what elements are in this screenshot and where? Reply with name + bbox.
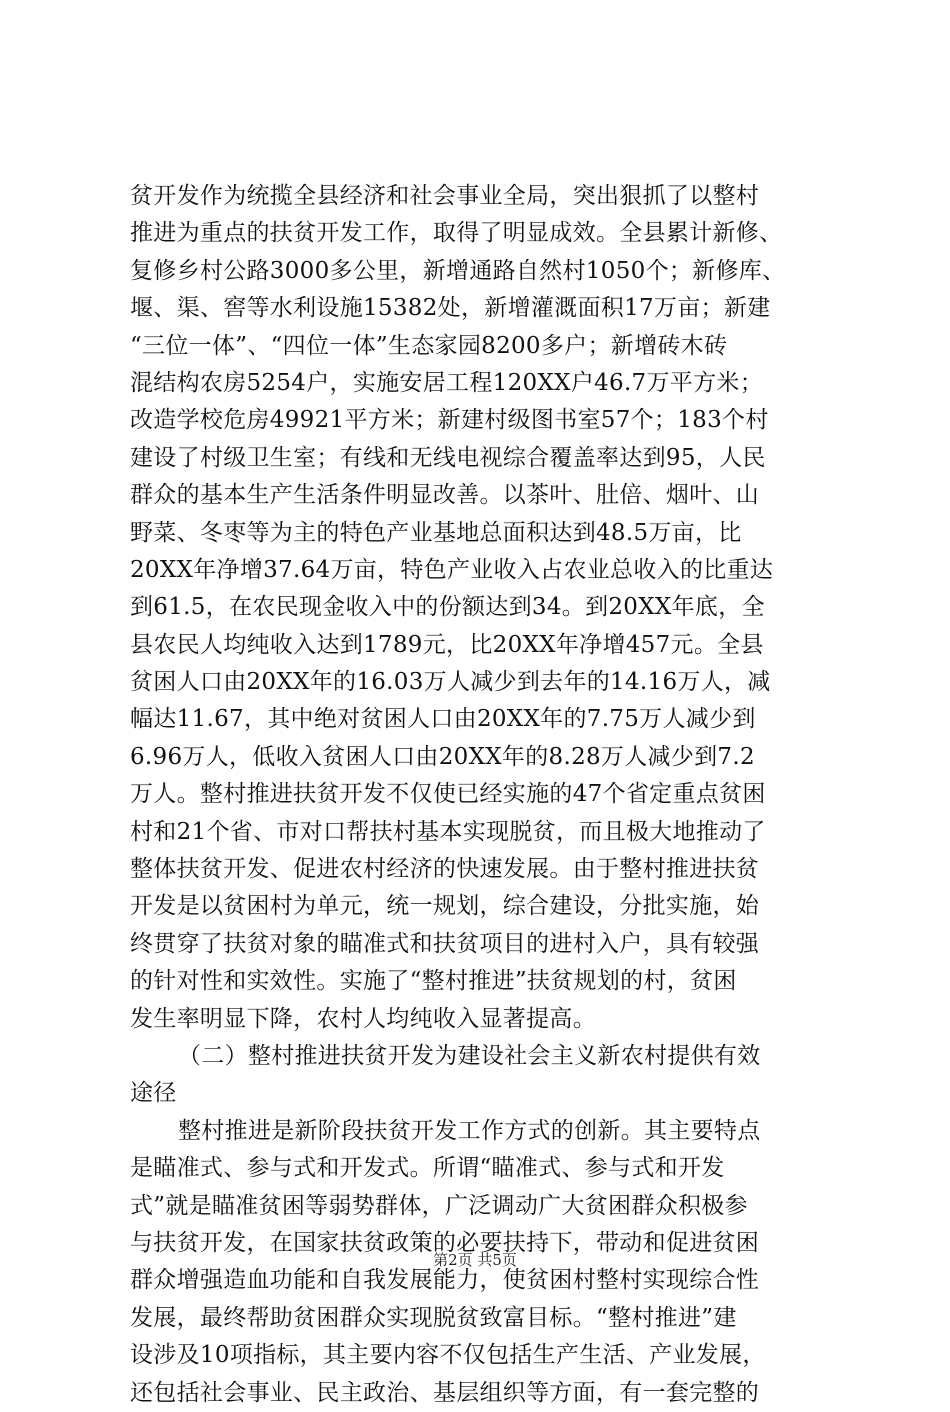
text-line: 终贯穿了扶贫对象的瞄准式和扶贫项目的进村入户，具有较强	[130, 930, 760, 957]
text-line: 复修乡村公路3000多公里，新增通路自然村1050个；新修库、	[130, 257, 786, 284]
text-line: 发生率明显下降，农村人均纯收入显著提高。	[130, 1005, 596, 1032]
text-line: 整村推进是新阶段扶贫开发工作方式的创新。其主要特点	[178, 1117, 761, 1144]
text-line: 推进为重点的扶贫开发工作，取得了明显成效。全县累计新修、	[130, 220, 783, 247]
text-line: 混结构农房5254户，实施安居工程120XX户46.7万平方米；	[130, 369, 763, 396]
text-line: 设涉及10项指标，其主要内容不仅包括生产生活、产业发展，	[130, 1342, 766, 1369]
text-line: 群众的基本生产生活条件明显改善。以茶叶、肚倍、烟叶、山	[130, 482, 760, 509]
text-line: 6.96万人，低收入贫困人口由20XX年的8.28万人减少到7.2	[130, 743, 755, 770]
text-line: 贫困人口由20XX年的16.03万人减少到去年的14.16万人，减	[130, 669, 771, 696]
text-line: 开发是以贫困村为单元，统一规划，综合建设，分批实施，始	[130, 893, 760, 920]
text-line: 20XX年净增37.64万亩，特色产业收入占农业总收入的比重达	[130, 556, 774, 583]
text-line: 与扶贫开发，在国家扶贫政策的必要扶持下，带动和促进贫困	[130, 1229, 760, 1256]
text-line: 是瞄准式、参与式和开发式。所谓“瞄准式、参与式和开发	[130, 1155, 725, 1182]
text-line: 式”就是瞄准贫困等弱势群体，广泛调动广大贫困群众积极参	[130, 1192, 748, 1219]
text-line: 群众增强造血功能和自我发展能力，使贫困村整村实现综合性	[130, 1267, 760, 1294]
text-line: 整体扶贫开发、促进农村经济的快速发展。由于整村推进扶贫	[130, 856, 760, 883]
text-line: 还包括社会事业、民主政治、基层组织等方面，有一套完整的	[130, 1379, 760, 1406]
section-heading: （二）整村推进扶贫开发为建设社会主义新农村提供有效	[178, 1042, 761, 1069]
text-line: 改造学校危房49921平方米；新建村级图书室57个；183个村	[130, 407, 769, 434]
body-text	[130, 178, 830, 1412]
section-heading-continued: 途径	[130, 1080, 177, 1107]
text-line: 村和21个省、市对口帮扶村基本实现脱贫，而且极大地推动了	[130, 818, 766, 845]
text-line: 发展，最终帮助贫困群众实现脱贫致富目标。“整村推进”建	[130, 1304, 737, 1331]
text-line: 建设了村级卫生室；有线和无线电视综合覆盖率达到95，人民	[130, 444, 766, 471]
text-line: 幅达11.67，其中绝对贫困人口由20XX年的7.75万人减少到	[130, 706, 756, 733]
text-line: “三位一体”、“四位一体”生态家园8200多户；新增砖木砖	[130, 332, 728, 359]
text-line: 县农民人均纯收入达到1789元，比20XX年净增457元。全县	[130, 631, 764, 658]
text-line: 到61.5，在农民现金收入中的份额达到34。到20XX年底，全	[130, 594, 765, 621]
text-line: 贫开发作为统揽全县经济和社会事业全局，突出狠抓了以整村	[130, 183, 760, 209]
page-footer	[0, 1250, 950, 1270]
text-line: 野菜、冬枣等为主的特色产业基地总面积达到48.5万亩，比	[130, 519, 742, 546]
text-line: 堰、渠、窖等水利设施15382处，新增灌溉面积17万亩；新建	[130, 295, 771, 322]
text-line: 万人。整村推进扶贫开发不仅使已经实施的47个省定重点贫困	[130, 781, 766, 808]
page-number: 第2页 共5页	[433, 1251, 517, 1269]
text-line: 的针对性和实效性。实施了“整村推进”扶贫规划的村，贫困	[130, 968, 737, 995]
